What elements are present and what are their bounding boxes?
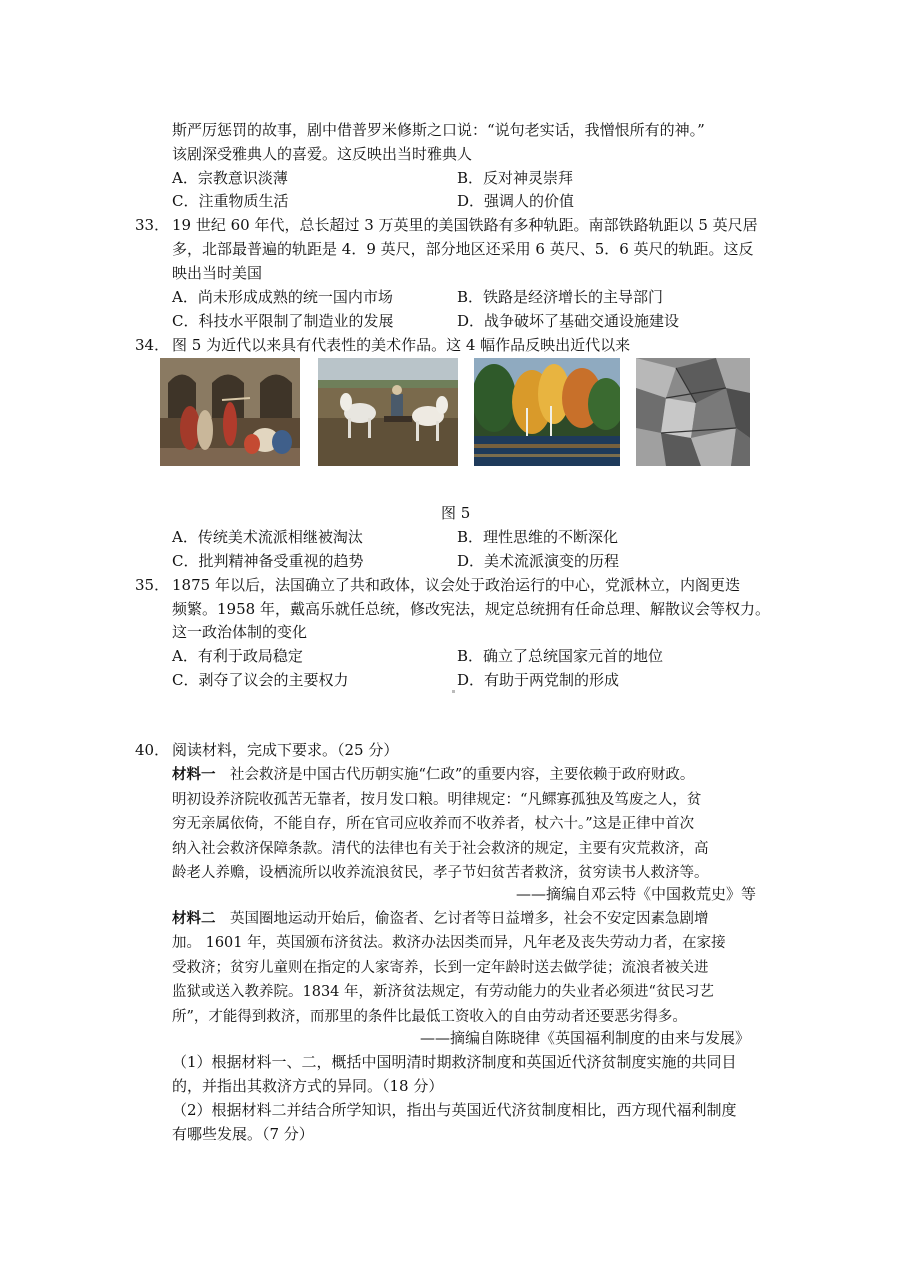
q35-number: 35． — [135, 576, 170, 594]
q35-option-c: C．剥夺了议会的主要权力 — [172, 671, 349, 689]
q33-option-b: B．铁路是经济增长的主导部门 — [457, 288, 664, 306]
q40-subquestion2-line2: 有哪些发展。（7 分） — [172, 1125, 314, 1143]
q34-stem-line1: 图 5 为近代以来具有代表性的美术作品。这 4 幅作品反映出近代以来 — [172, 336, 631, 354]
q40-subquestion2-line1: （2）根据材料二并结合所学知识，指出与英国近代济贫制度相比，西方现代福利制度 — [172, 1101, 737, 1119]
material2-text-start: 英国圈地运动开始后，偷盗者、乞讨者等日益增多，社会不安定因素急剧增 — [215, 911, 709, 927]
q40-subquestion1-line2: 的，并指出其救济方式的异同。（18 分） — [172, 1077, 444, 1095]
q32-stem-line2: 该剧深受雅典人的喜爱。这反映出当时雅典人 — [172, 145, 473, 163]
q34-option-c: C．批判精神备受重视的趋势 — [172, 552, 364, 570]
q32-option-b: B．反对神灵崇拜 — [457, 169, 574, 187]
q33-stem-line1: 19 世纪 60 年代，总长超过 3 万英里的美国铁路有多种轨距。南部铁路轨距以 5 英尺居 — [172, 216, 758, 234]
scan-artifact-dot — [452, 690, 455, 693]
q40-title: 阅读材料，完成下要求。（25 分） — [172, 741, 399, 759]
q40-material2-source: ——摘编自陈晓律《英国福利制度的由来与发展》 — [420, 1029, 751, 1047]
material1-text-start: 社会救济是中国古代历朝实施“仁政”的重要内容，主要依赖于政府财政。 — [215, 767, 695, 783]
painting-4-abstract — [636, 358, 750, 466]
q40-subquestion1-line1: （1）根据材料一、二，概括中国明清时期救济制度和英国近代济贫制度实施的共同目 — [172, 1053, 737, 1071]
painting-3-autumn-landscape — [474, 358, 620, 466]
material1-label: 材料一 — [172, 766, 216, 783]
q33-stem-line3: 映出当时美国 — [172, 264, 263, 282]
q40-material1-line4: 纳入社会救济保障条款。清代的法律也有关于社会救济的规定，主要有灾荒救济，高 — [172, 841, 709, 857]
q40-material1-line2: 明初设养济院收孤苦无靠者，按月发口粮。明律规定：“凡鳏寡孤独及笃废之人，贫 — [172, 792, 702, 808]
q35-option-b: B．确立了总统国家元首的地位 — [457, 647, 664, 665]
q33-option-c: C．科技水平限制了制造业的发展 — [172, 312, 394, 330]
q35-stem-line1: 1875 年以后，法国确立了共和政体，议会处于政治运行的中心，党派林立，内阁更迭 — [172, 576, 740, 594]
q33-option-a: A．尚未形成成熟的统一国内市场 — [172, 288, 393, 306]
q35-stem-line2: 频繁。1958 年，戴高乐就任总统，修改宪法，规定总统拥有任命总理、解散议会等权力。 — [172, 600, 770, 618]
q34-number: 34． — [135, 336, 170, 354]
q35-stem-line3: 这一政治体制的变化 — [172, 623, 308, 641]
q35-option-a: A．有利于政局稳定 — [172, 647, 303, 665]
material2-label: 材料二 — [172, 910, 216, 927]
q40-material2-line1 — [172, 908, 709, 930]
q32-stem-line1: 斯严厉惩罚的故事，剧中借普罗米修斯之口说：“说句老实话，我憎恨所有的神。” — [172, 121, 705, 139]
q32-option-a: A．宗教意识淡薄 — [172, 169, 288, 187]
figure-5-caption: 图 5 — [441, 504, 471, 522]
painting-2-ploughing — [318, 358, 458, 466]
q40-material1-line1 — [172, 764, 694, 786]
painting-1-classical — [160, 358, 300, 466]
q40-material1-line3: 穷无亲属依倚，不能自存，所在官司应收养而不收养者，杖六十。”这是正律中首次 — [172, 816, 695, 832]
q34-option-b: B．理性思维的不断深化 — [457, 528, 619, 546]
q33-number: 33． — [135, 216, 170, 234]
q34-option-d: D．美术流派演变的历程 — [457, 552, 620, 570]
q40-material1-line5: 龄老人养赡，设栖流所以收养流浪贫民，孝子节妇贫苦者救济，贫穷读书人救济等。 — [172, 865, 709, 881]
q34-option-a: A．传统美术流派相继被淘汰 — [172, 528, 363, 546]
q33-option-d: D．战争破坏了基础交通设施建设 — [457, 312, 680, 330]
q40-material2-line5: 所”，才能得到救济，而那里的条件比最低工资收入的自由劳动者还要恶劣得多。 — [172, 1009, 687, 1025]
q40-number: 40． — [135, 741, 170, 759]
q40-material2-line3: 受救济；贫穷儿童则在指定的人家寄养，长到一定年龄时送去做学徒；流浪者被关进 — [172, 960, 709, 976]
q40-material1-source: ——摘编自邓云特《中国救荒史》等 — [516, 885, 757, 903]
q40-material2-line4: 监狱或送入教养院。1834 年，新济贫法规定，有劳动能力的失业者必须进“贫民习艺 — [172, 984, 714, 1000]
q33-stem-line2: 多，北部最普遍的轨距是 4．9 英尺，部分地区还采用 6 英尺、5．6 英尺的轨距。这反 — [172, 240, 754, 258]
q32-option-d: D．强调人的价值 — [457, 192, 575, 210]
q35-option-d: D．有助于两党制的形成 — [457, 671, 620, 689]
q40-material2-line2: 加。 1601 年，英国颁布济贫法。救济办法因类而异，凡年老及丧失劳动力者，在家接 — [172, 935, 726, 951]
q32-option-c: C．注重物质生活 — [172, 192, 289, 210]
